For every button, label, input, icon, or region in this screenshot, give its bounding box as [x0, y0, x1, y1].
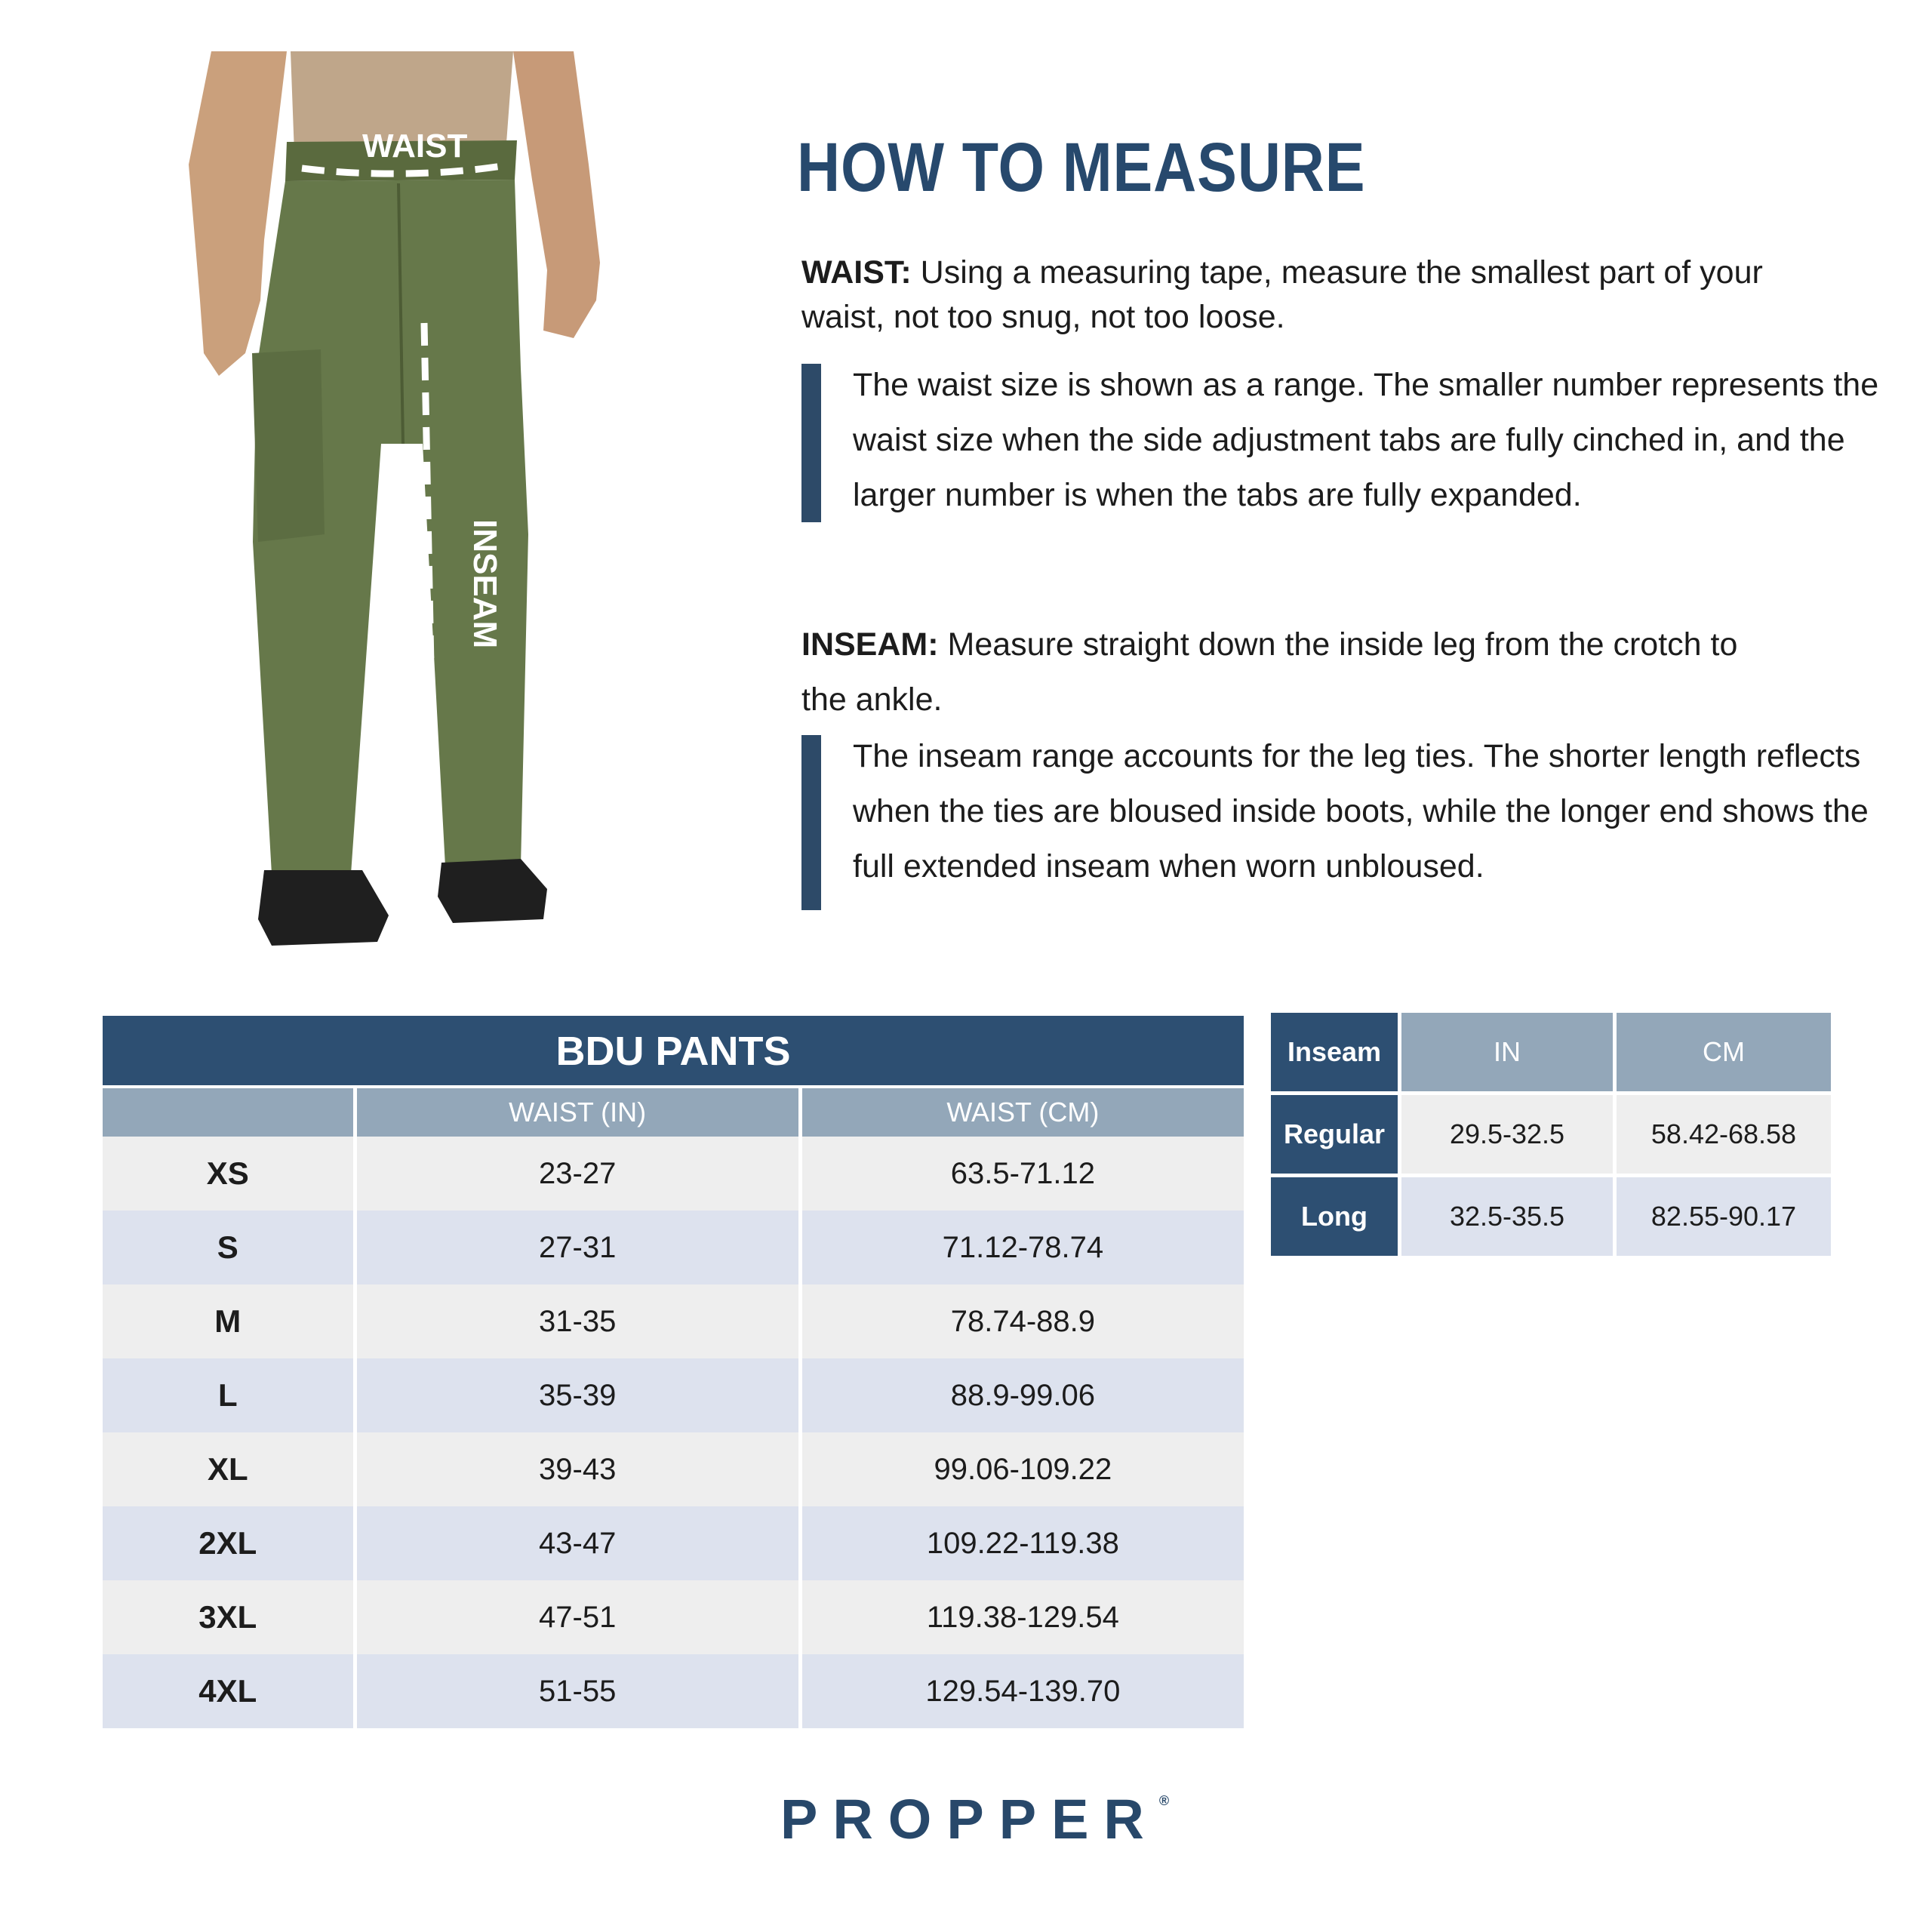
table-row — [103, 1506, 1244, 1580]
inseam-in-cell: 29.5-32.5 — [1398, 1095, 1613, 1174]
waist-cm-cell: 129.54-139.70 — [798, 1654, 1244, 1728]
inseam-in-cell: 32.5-35.5 — [1398, 1177, 1613, 1256]
table-row — [103, 1358, 1244, 1432]
pants-figure — [189, 51, 611, 957]
inseam-text-1: Measure straight down the inside leg from the crotch to — [938, 626, 1738, 663]
table-row — [103, 1211, 1244, 1284]
inseam-label: INSEAM — [466, 519, 503, 649]
propper-logo — [780, 1787, 1169, 1851]
inseam-col-cm-header: CM — [1613, 1013, 1831, 1091]
waist-in-cell: 23-27 — [353, 1137, 798, 1211]
table-row — [103, 1654, 1244, 1728]
size-cell: S — [217, 1229, 238, 1265]
table-row — [1271, 1091, 1831, 1174]
waist-instructions — [801, 251, 1873, 340]
inseam-note — [801, 735, 1873, 910]
table-row — [103, 1432, 1244, 1506]
table-row — [103, 1284, 1244, 1358]
inseam-heading: INSEAM: — [801, 626, 939, 663]
size-cell: 4XL — [198, 1673, 257, 1709]
inseam-size-table — [1271, 1013, 1831, 1256]
size-cell: XS — [206, 1155, 249, 1191]
waist-in-cell: 35-39 — [353, 1358, 798, 1432]
size-cell: XL — [207, 1451, 248, 1487]
waist-in-cell: 47-51 — [353, 1580, 798, 1654]
inseam-note-bar — [801, 735, 821, 910]
waist-in-cell: 31-35 — [353, 1284, 798, 1358]
size-cell: M — [214, 1303, 242, 1339]
waist-in-cell: 43-47 — [353, 1506, 798, 1580]
inseam-col-in-header: IN — [1398, 1013, 1613, 1091]
waist-cm-cell: 88.9-99.06 — [798, 1358, 1244, 1432]
waist-in-cell: 39-43 — [353, 1432, 798, 1506]
inseam-table-header — [1271, 1013, 1831, 1091]
table-row — [103, 1137, 1244, 1211]
waist-cm-cell: 119.38-129.54 — [798, 1580, 1244, 1654]
table-row — [1271, 1174, 1831, 1256]
inseam-col-label-header: Inseam — [1271, 1013, 1398, 1091]
waist-heading: WAIST: — [801, 254, 912, 291]
inseam-text-2: the ankle. — [801, 681, 943, 718]
waist-in-cell: 27-31 — [353, 1211, 798, 1284]
waist-note-bar — [801, 364, 821, 522]
bdu-size-table — [103, 1016, 1244, 1728]
waist-label: WAIST — [362, 128, 468, 165]
bdu-table-title: BDU PANTS — [103, 1016, 1244, 1085]
inseam-note-text: The inseam range accounts for the leg ties. The shorter length reflects when the ties are bloused inside boots, while the longer end shows the full extended inseam when worn unbloused. — [853, 738, 1869, 884]
waist-text-2: waist, not too snug, not too loose. — [801, 299, 1285, 335]
bdu-col-waist-cm-header: WAIST (CM) — [798, 1088, 1244, 1137]
inseam-instructions — [801, 617, 1873, 728]
waist-note — [801, 364, 1879, 522]
bdu-table-header — [103, 1085, 1244, 1137]
size-cell: 3XL — [198, 1599, 257, 1635]
bdu-col-size-header — [103, 1088, 353, 1137]
inseam-cm-cell: 82.55-90.17 — [1613, 1177, 1831, 1256]
table-row — [103, 1580, 1244, 1654]
waist-cm-cell: 63.5-71.12 — [798, 1137, 1244, 1211]
bdu-col-waist-in-header: WAIST (IN) — [353, 1088, 798, 1137]
inseam-cm-cell: 58.42-68.58 — [1613, 1095, 1831, 1174]
waist-cm-cell: 71.12-78.74 — [798, 1211, 1244, 1284]
registered-mark: ® — [1158, 1793, 1170, 1808]
waist-cm-cell: 99.06-109.22 — [798, 1432, 1244, 1506]
page-title: HOW TO MEASURE — [797, 129, 1366, 206]
waist-in-cell: 51-55 — [353, 1654, 798, 1728]
brand-name: PROPPER — [780, 1788, 1159, 1850]
size-cell: 2XL — [198, 1525, 257, 1561]
waist-note-text: The waist size is shown as a range. The smaller number represents the waist size when the side adjustment tabs are fully cinched in, and the larger number is when the tabs are fully expanded. — [853, 367, 1879, 513]
inseam-length-cell: Regular — [1271, 1095, 1398, 1174]
waist-cm-cell: 109.22-119.38 — [798, 1506, 1244, 1580]
inseam-length-cell: Long — [1271, 1177, 1398, 1256]
size-cell: L — [217, 1377, 238, 1413]
waist-cm-cell: 78.74-88.9 — [798, 1284, 1244, 1358]
waist-text-1: Using a measuring tape, measure the smallest part of your — [911, 254, 1763, 291]
